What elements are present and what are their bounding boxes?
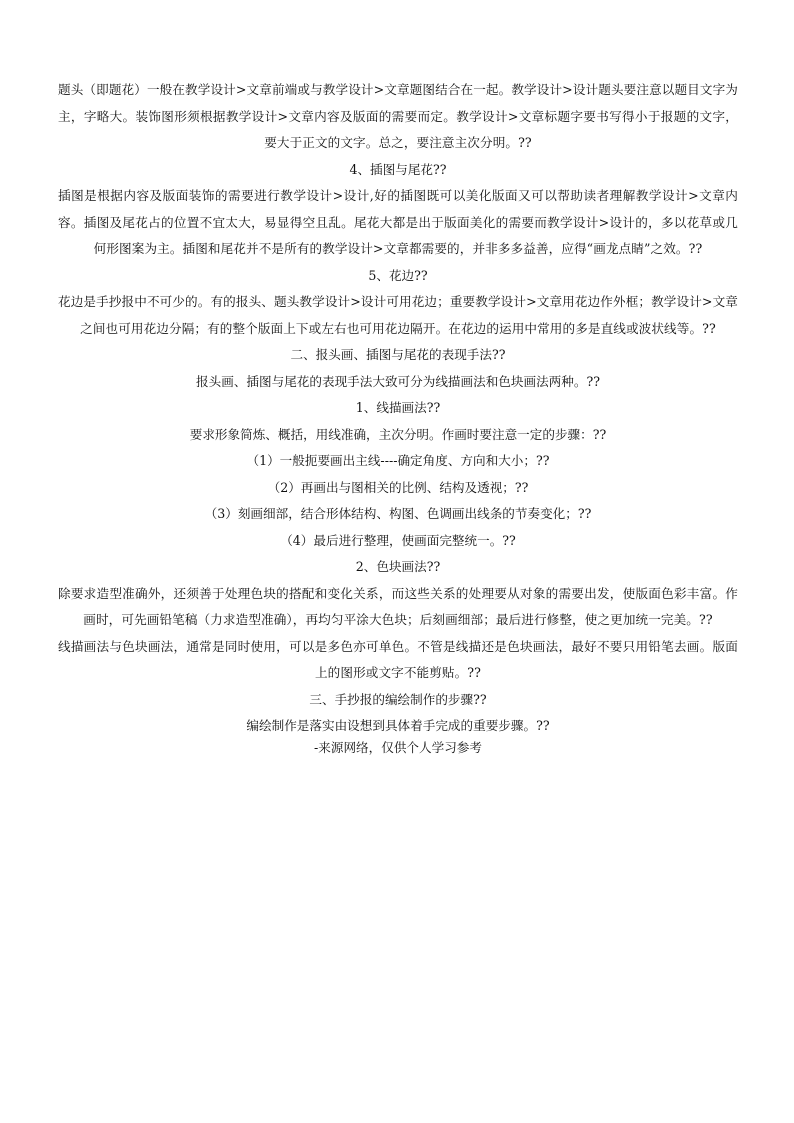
paragraph-title-flower: 题头（即题花）一般在教学设计>文章前端或与教学设计>文章题图结合在一起。教学设计>设计题头要注意以题目文字为主，字略大。装饰图形须根据教学设计>文章内容及版面的需要而定。教学设计>文章标题字要书写得小于报题的文字，要大于正文的文字。总之，要注意主次分明。?? [58,82,738,150]
paragraph-illustration: 插图是根据内容及版面装饰的需要进行教学设计>设计,好的插图既可以美化版面又可以帮助读者理解教学设计>文章内容。插图及尾花占的位置不宜太大，易显得空且乱。尾花大都是出于版面美化的需要而教学设计>设计的，多以花草或几何形图案为主。插图和尾花并不是所有的教学设计>文章都需要的，并非多多益善，应得“画龙点睛”之效。?? [58,188,738,256]
heading-section-two-intro: 报头画、插图与尾花的表现手法大致可分为线描画法和色块画法两种。?? [196,373,600,389]
heading-line-drawing: 1、线描画法?? [355,400,441,415]
heading-section-two: 二、报头画、插图与尾花的表现手法?? [290,347,506,362]
section-three-intro: 编绘制作是落实由设想到具体着手完成的重要步骤。?? [246,718,550,733]
heading-border: 5、花边?? [368,267,428,283]
step-2: （2）再画出与图相关的比例、结构及透视；?? [267,479,529,495]
step-3: （3）刻画细部，结合形体结构、构图、色调画出线条的节奏变化；?? [204,506,592,521]
paragraph-border: 花边是手抄报中不可少的。有的报头、题头教学设计>设计可用花边；重要教学设计>文章用花边作外框；教学设计>文章之间也可用花边分隔；有的整个版面上下或左右也可用花边隔开。在花边的运用中常用的多是直线或波状线等。?? [58,294,738,336]
document-content [58,77,738,756]
step-1: （1）一般扼要画出主线----确定角度、方向和大小；?? [246,453,550,468]
paragraph-color-block: 除要求造型准确外，还须善于处理色块的搭配和变化关系，而这些关系的处理要从对象的需要出发，使版面色彩丰富。作画时，可先画铅笔稿（力求造型准确），再均匀平涂大色块；后刻画细部；最后进行修整，使之更加统一完美。?? [58,585,738,627]
heading-section-three: 三、手抄报的编绘制作的步骤?? [309,691,487,707]
source-footer: -来源网络，仅供个人学习参考 [314,739,482,755]
heading-illustration-tailpiece: 4、插图与尾花?? [349,161,447,177]
line-drawing-requirement: 要求形象简炼、概括，用线准确，主次分明。作画时要注意一定的步骤：?? [189,426,607,442]
heading-color-block: 2、色块画法?? [355,559,441,574]
step-4: （4）最后进行整理，使画面完整统一。?? [280,532,516,548]
paragraph-combined-method: 线描画法与色块画法，通常是同时使用，可以是多色亦可单色。不管是线描还是色块画法，最好不要只用铅笔去画。版面上的图形或文字不能剪贴。?? [58,638,738,680]
